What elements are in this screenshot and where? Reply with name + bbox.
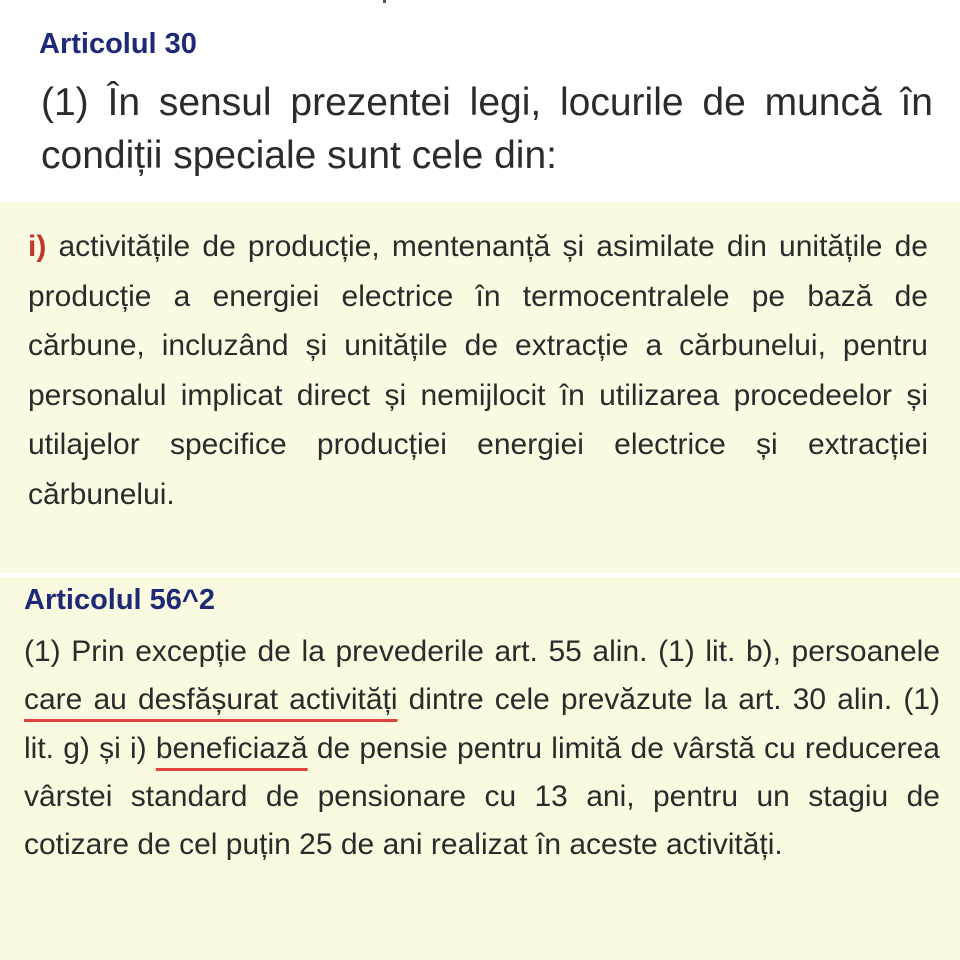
top-mark: [383, 0, 386, 3]
underlined-phrase-activities: care au desfășurat activități: [24, 683, 398, 717]
article-56-2-text-part3: de pensie pentru limită de vârstă cu reducerea vârstei standard de pensionare cu 13 ani, pentru un stagiu de cotizare de cel puțin 25 de ani realizat în aceste activități.: [24, 731, 940, 862]
article-30-paragraph: (1) În sensul prezentei legi, locurile de muncă în condiții speciale sunt cele din:: [41, 81, 933, 177]
letter-i-paragraph: [28, 222, 928, 519]
letter-i-marker: i): [28, 230, 47, 263]
article-30-heading: Articolul 30: [39, 28, 197, 60]
letter-i-text: activitățile de producție, mentenanță și asimilate din unitățile de producție a energiei electrice în termocentralele pe bază de cărbune, incluzând și unitățile de extracție a cărbunelui, pentru personalul implicat direct și nemijlocit în utilizarea procedeelor și utilajelor specifice producției energiei electrice și extracției cărbunelui.: [28, 230, 928, 511]
underlined-phrase-benefits: beneficiază: [155, 731, 308, 765]
article-56-2-text-part2: dintre cele prevăzute la art. 30 alin. (1) lit. g) și i): [24, 683, 940, 765]
article-56-2-heading: Articolul 56^2: [24, 584, 215, 616]
article-56-2-paragraph: [24, 628, 940, 869]
article-56-2-text-part1: (1) Prin excepție de la prevederile art. 55 alin. (1) lit. b), persoanele: [24, 635, 940, 668]
